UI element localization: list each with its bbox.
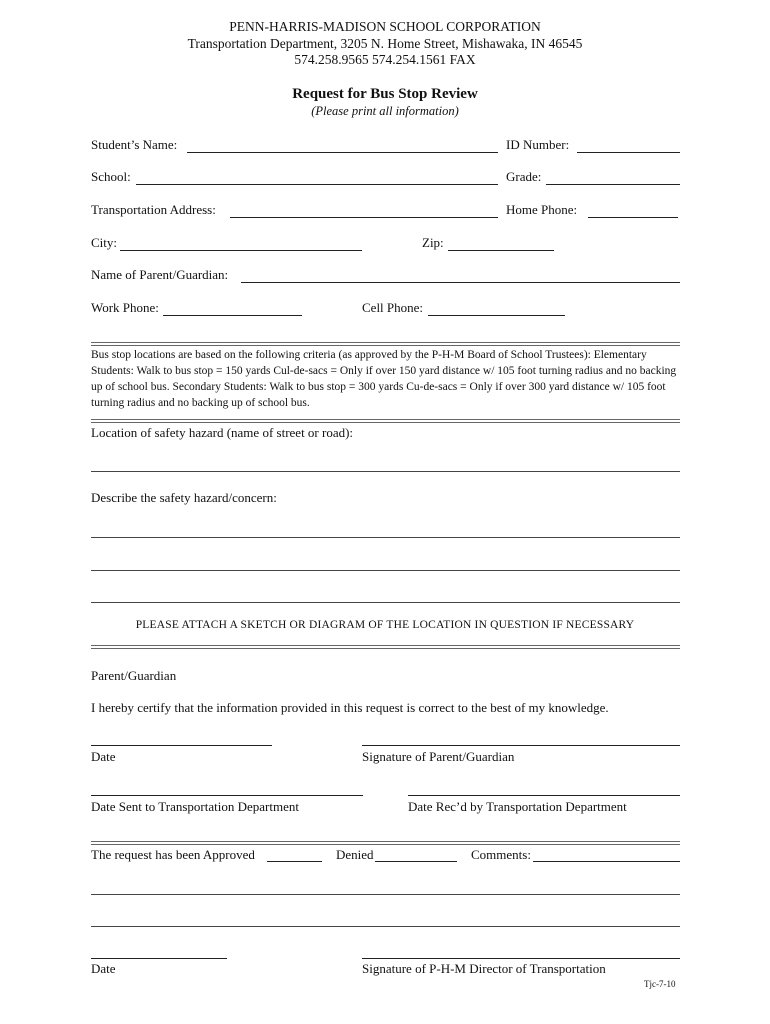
hazard-location-field[interactable] xyxy=(91,471,680,472)
zip-field[interactable] xyxy=(448,250,554,251)
hazard-description-line-2[interactable] xyxy=(91,570,680,571)
home-phone-label: Home Phone: xyxy=(506,202,578,217)
zip-label: Zip: xyxy=(422,235,444,250)
parent-guardian-name-label: Name of Parent/Guardian: xyxy=(91,267,229,282)
director-signature-field[interactable] xyxy=(362,958,680,959)
hazard-description-label: Describe the safety hazard/concern: xyxy=(91,490,277,505)
form-subtitle: (Please print all information) xyxy=(311,104,459,118)
comments-line-2[interactable] xyxy=(91,926,680,927)
date-sent-field[interactable] xyxy=(91,795,363,796)
student-name-field[interactable] xyxy=(187,152,498,153)
student-name-label: Student’s Name: xyxy=(91,137,178,152)
certify-heading: Parent/Guardian xyxy=(91,668,177,683)
date-received-label: Date Rec’d by Transportation Department xyxy=(408,799,627,814)
cell-phone-field[interactable] xyxy=(428,315,565,316)
certify-statement: I hereby certify that the information provided in this request is correct to the best of my knowledge. xyxy=(91,700,609,715)
parent-signature-label: Signature of Parent/Guardian xyxy=(362,749,515,764)
section-divider xyxy=(91,419,680,423)
comments-line-1[interactable] xyxy=(91,894,680,895)
hazard-description-line-3[interactable] xyxy=(91,602,680,603)
work-phone-label: Work Phone: xyxy=(91,300,159,315)
work-phone-field[interactable] xyxy=(163,315,302,316)
section-divider xyxy=(91,645,680,649)
organization-name: PENN-HARRIS-MADISON SCHOOL CORPORATION xyxy=(229,19,541,34)
parent-date-label: Date xyxy=(91,749,116,764)
form-title: Request for Bus Stop Review xyxy=(292,86,478,102)
director-date-field[interactable] xyxy=(91,958,227,959)
transportation-address-label: Transportation Address: xyxy=(91,202,216,217)
parent-signature-field[interactable] xyxy=(362,745,680,746)
attach-sketch-note: PLEASE ATTACH A SKETCH OR DIAGRAM OF THE LOCATION IN QUESTION IF NECESSARY xyxy=(135,619,635,631)
bus-stop-criteria: Bus stop locations are based on the following criteria (as approved by the P-H-M Board of School Trustees): Elementary Students: Walk to bus stop = 150 yards Cul-de-sacs = Only if over 150 yard distance w/ 105 foot turning radius and no backing up of school bus. Secondary Students: Walk to bus stop = 300 yards Cu-de-sacs = Only if over 300 yard distance w/ 105 foot turning radius and no backing up of school bus. xyxy=(91,349,677,409)
denied-label: Denied xyxy=(336,847,374,862)
approved-label: The request has been Approved xyxy=(91,847,255,862)
director-date-label: Date xyxy=(91,961,116,976)
parent-date-field[interactable] xyxy=(91,745,272,746)
comments-field[interactable] xyxy=(533,861,680,862)
cell-phone-label: Cell Phone: xyxy=(362,300,424,315)
comments-label: Comments: xyxy=(471,847,531,862)
school-label: School: xyxy=(91,169,131,184)
id-number-label: ID Number: xyxy=(506,137,570,152)
section-divider xyxy=(91,342,680,346)
hazard-description-line-1[interactable] xyxy=(91,537,680,538)
school-field[interactable] xyxy=(136,184,498,185)
city-label: City: xyxy=(91,235,118,250)
approved-field[interactable] xyxy=(267,861,322,862)
date-sent-label: Date Sent to Transportation Department xyxy=(91,799,299,814)
date-received-field[interactable] xyxy=(408,795,680,796)
transportation-address-field[interactable] xyxy=(230,217,498,218)
hazard-location-label: Location of safety hazard (name of street or road): xyxy=(91,425,354,440)
parent-guardian-name-field[interactable] xyxy=(241,282,680,283)
director-signature-label: Signature of P-H-M Director of Transportation xyxy=(362,961,606,976)
denied-field[interactable] xyxy=(375,861,457,862)
department-phone: 574.258.9565 574.254.1561 FAX xyxy=(294,52,476,67)
grade-field[interactable] xyxy=(546,184,680,185)
grade-label: Grade: xyxy=(506,169,542,184)
department-address: Transportation Department, 3205 N. Home Street, Mishawaka, IN 46545 xyxy=(187,36,583,51)
city-field[interactable] xyxy=(120,250,362,251)
section-divider xyxy=(91,841,680,845)
id-number-field[interactable] xyxy=(577,152,680,153)
form-code: Tjc-7-10 xyxy=(644,979,676,989)
home-phone-field[interactable] xyxy=(588,217,678,218)
